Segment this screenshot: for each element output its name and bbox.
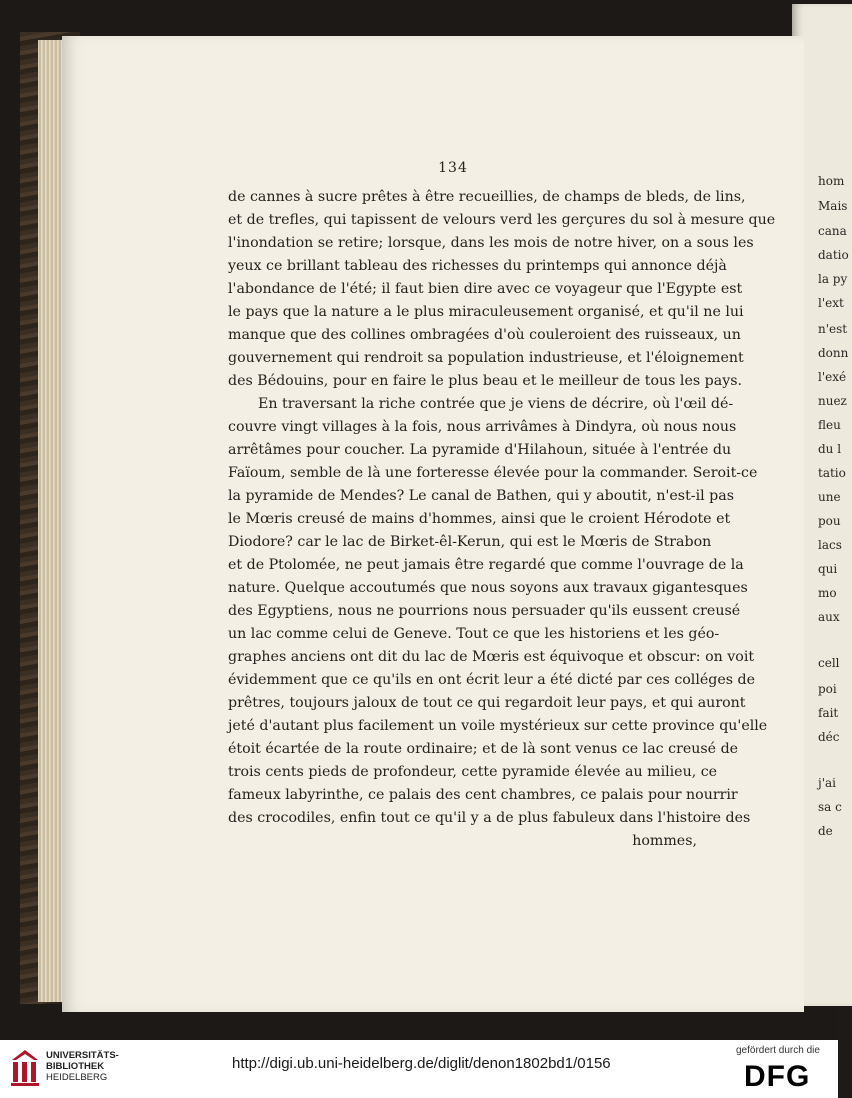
library-name-line: UNIVERSITÄTS- xyxy=(46,1050,119,1061)
text-line: la pyramide de Mendes? Le canal de Bathen, qui y aboutit, n'est-il pas xyxy=(228,488,734,504)
facing-page-fragment: lacs xyxy=(818,538,842,552)
text-line: et de Ptolomée, ne peut jamais être regardé que comme l'ouvrage de la xyxy=(228,557,744,573)
text-line: arrêtâmes pour coucher. La pyramide d'Hilahoun, située à l'entrée du xyxy=(228,442,732,458)
facing-page-fragment: l'ext xyxy=(818,296,844,310)
text-line: nature. Quelque accoutumés que nous soyons aux travaux gigantesques xyxy=(228,580,748,596)
text-line: le Mœris creusé de mains d'hommes, ainsi que le croient Hérodote et xyxy=(228,511,731,527)
text-line: graphes anciens ont dit du lac de Mœris est équivoque et obscur: on voit xyxy=(228,649,755,665)
facing-page-fragment: n'est xyxy=(818,322,848,336)
text-line: le pays que la nature a le plus miraculeusement organisé, et qu'il ne lui xyxy=(228,304,744,320)
library-name xyxy=(46,1050,119,1083)
text-line: yeux ce brillant tableau des richesses du printemps qui annonce déjà xyxy=(228,258,727,274)
permalink-url[interactable]: http://digi.ub.uni-heidelberg.de/diglit/denon1802bd1/0156 xyxy=(232,1055,611,1072)
facing-page-fragment: tatio xyxy=(818,466,846,480)
text-line: l'abondance de l'été; il faut bien dire avec ce voyageur que l'Egypte est xyxy=(228,281,743,297)
facing-page-fragment: fleu xyxy=(818,418,841,432)
text-line: évidemment que ce qu'ils en ont écrit leur a été dicté par ces colléges de xyxy=(228,672,756,688)
facing-page-fragment: cana xyxy=(818,224,847,238)
facing-page-fragment: nuez xyxy=(818,394,847,408)
text-line: manque que des collines ombragées d'où couleroient des ruisseaux, un xyxy=(228,327,741,343)
text-line: des Bédouins, pour en faire le plus beau et le meilleur de tous les pays. xyxy=(228,373,742,389)
facing-page-fragment: datio xyxy=(818,248,849,262)
library-name-line: HEIDELBERG xyxy=(46,1072,108,1083)
facing-page-fragment: pou xyxy=(818,514,841,528)
facing-page-fragment: une xyxy=(818,490,841,504)
text-line: Diodore? car le lac de Birket-êl-Kerun, qui est le Mœris de Strabon xyxy=(228,534,712,550)
facing-page-fragment: cell xyxy=(818,656,840,670)
facing-page-fragment: donn xyxy=(818,346,849,360)
facing-page-fragment: poi xyxy=(818,682,837,696)
viewer-footer xyxy=(0,1040,838,1098)
text-line: En traversant la riche contrée que je viens de décrire, où l'œil dé- xyxy=(258,396,734,412)
facing-page-fragment: hom xyxy=(818,174,845,188)
text-line: des crocodiles, enfin tout ce qu'il y a de plus fabuleux dans l'histoire des xyxy=(228,810,751,826)
facing-page-fragment: de xyxy=(818,824,833,838)
facing-page-fragment: du l xyxy=(818,442,842,456)
text-line: des Egyptiens, nous ne pourrions nous persuader qu'ils eussent creusé xyxy=(228,603,741,619)
text-line: jeté d'autant plus facilement un voile mystérieux sur cette province qu'elle xyxy=(228,718,768,734)
facing-page-fragment: la py xyxy=(818,272,848,286)
text-line: l'inondation se retire; lorsque, dans les mois de notre hiver, on a sous les xyxy=(228,235,754,251)
facing-page-fragment: aux xyxy=(818,610,840,624)
page-number: 134 xyxy=(438,160,468,176)
library-name-line: BIBLIOTHEK xyxy=(46,1061,105,1072)
heidelberg-library-logo xyxy=(10,1048,40,1088)
text-line: gouvernement qui rendroit sa population industrieuse, et l'éloignement xyxy=(228,350,744,366)
text-line: Faïoum, semble de là une forteresse élevée pour la commander. Seroit-ce xyxy=(228,465,758,481)
text-line: de cannes à sucre prêtes à être recueillies, de champs de bleds, de lins, xyxy=(228,189,746,205)
text-line: un lac comme celui de Geneve. Tout ce que les historiens et les géo- xyxy=(228,626,720,642)
funded-by-caption: gefördert durch die xyxy=(736,1045,820,1056)
text-line: prêtres, toujours jaloux de tout ce qui regardoit leur pays, et qui auront xyxy=(228,695,746,711)
facing-page-fragment: sa c xyxy=(818,800,842,814)
facing-page-fragment: l'exé xyxy=(818,370,847,384)
text-line: fameux labyrinthe, ce palais des cent chambres, ce palais pour nourrir xyxy=(228,787,738,803)
facing-page-fragment: Mais xyxy=(818,199,848,213)
dfg-logo: DFG xyxy=(744,1060,811,1093)
text-line: et de trefles, qui tapissent de velours verd les gerçures du sol à mesure que xyxy=(228,212,776,228)
facing-page-fragment: j'ai xyxy=(818,776,837,790)
facing-page-fragment: qui xyxy=(818,562,838,576)
catchword: hommes, xyxy=(632,833,697,849)
facing-page-fragment: mo xyxy=(818,586,837,600)
text-line: trois cents pieds de profondeur, cette pyramide élevée au milieu, ce xyxy=(228,764,718,780)
facing-page-fragment: fait xyxy=(818,706,839,720)
facing-page-fragment: déc xyxy=(818,730,840,744)
text-line: étoit écartée de la route ordinaire; et de là sont venus ce lac creusé de xyxy=(228,741,739,757)
text-line: couvre vingt villages à la fois, nous arrivâmes à Dindyra, où nous nous xyxy=(228,419,737,435)
